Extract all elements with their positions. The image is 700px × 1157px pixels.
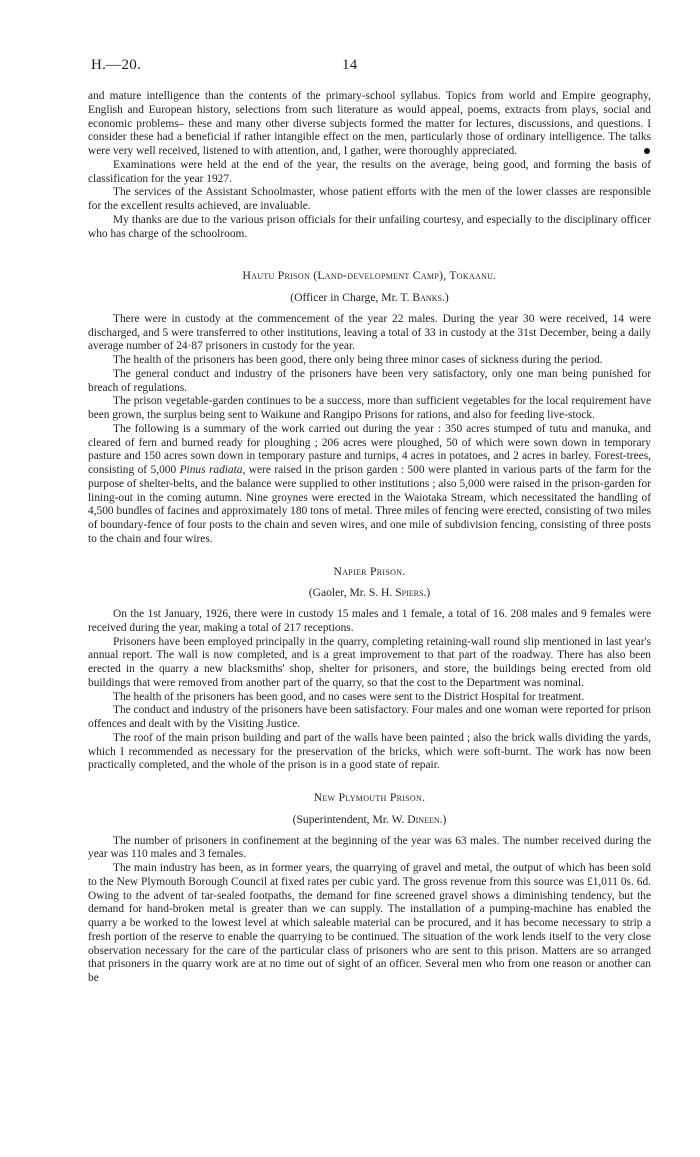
body-text	[88, 90, 651, 986]
hautu-paragraph-1: There were in custody at the commencement of the year 22 males. During the year 30 were received, 14 were discharged, and 5 were transferred to other institutions, leaving a total of 33 in custody at the 31st December, being a daily average number of 24·87 prisoners in custody for the year.	[88, 312, 651, 353]
hautu-paragraph-4: The prison vegetable-garden continues to be a success, more than sufficient vegetables for the local requirement have been grown, the surplus being sent to Waikune and Rangipo Prisons for rations, and also for feeding live-stock.	[88, 395, 651, 421]
napier-officer: (Gaoler, Mr. S. H. Spiers.)	[308, 586, 431, 600]
napier-paragraph-4: The conduct and industry of the prisoners have been satisfactory. Four males and one woman were reported for prison offences and dealt with by the Visiting Justice.	[88, 704, 651, 730]
report-code: H.—20.	[91, 57, 142, 73]
intro-paragraph-3: The services of the Assistant Schoolmaster, whose patient efforts with the men of the lower classes are responsible for the excellent results achieved, are invaluable.	[88, 186, 651, 212]
new-plymouth-heading: New Plymouth Prison.	[313, 791, 426, 804]
new-plymouth-officer: (Superintendent, Mr. W. Dineen.)	[292, 812, 447, 826]
hautu-heading: Hautu Prison (Land-development Camp), Tokaanu.	[242, 269, 497, 283]
new-plymouth-paragraph-1: The number of prisoners in confinement at the beginning of the year was 63 males. The number received during the year was 110 males and 3 females.	[88, 834, 651, 861]
napier-paragraph-2: Prisoners have been employed principally in the quarry, completing retaining-wall round slip mentioned in last year's annual report. The wall is now completed, and is a great improvement to that part of the roadway. There has also been erected in the quarry a new blacksmiths' shop, shelter for prisoners, and store, the buildings being erected from old buildings that were removed from another part of the quarry, so that the cost to the Department was nominal.	[88, 635, 651, 689]
napier-paragraph-3: The health of the prisoners has been good, and no cases were sent to the District Hospital for treatment.	[113, 690, 585, 703]
intro-paragraph-1: and mature intelligence than the contents of the primary-school syllabus. Topics from world and Empire geography, English and European history, selections from such literature as would appeal, poems, extracts from plays, social and economic problems– these and many other diverse subjects formed the matter for lectures, discussions, and questions. I consider these had a beneficial if rather intangible effect on the men, particularly those of ordinary intelligence. The talks were very well received, listened to with attention, and, I gather, were thoroughly appreciated.	[88, 90, 651, 157]
hautu-paragraph-2: The health of the prisoners has been good, there only being three minor cases of sickness during the period.	[113, 354, 603, 366]
hautu-paragraph-5: The following is a summary of the work carried out during the year : 350 acres stumped of tutu and manuka, and cleared of fern and burned ready for ploughing ; 206 acres were ploughed, 50 of which were sown down in temporary pasture and 150 acres sown down in temporary pasture and turnips, 4 acres in potatoes, and 2 acres in barley. Forest-trees, consisting of 5,000 Pinus radiata, were raised in the prison garden : 500 were planted in various parts of the farm for the purpose of shelter-belts, and the balance were supplied to other institutions ; also 5,000 were raised in the prison-garden for lining-out in the coming autumn. Nine groynes were erected in the Waiotaka Stream, which necessitated the handling of 4,500 bundles of facines and approximately 180 tons of metal. Three miles of fencing were erected, consisting of two miles of boundary-fence of four posts to the chain and seven wires, and one mile of subdivision fencing, consisting of three posts to the chain and four wires.	[88, 422, 652, 545]
napier-paragraph-1: On the 1st January, 1926, there were in custody 15 males and 1 female, a total of 16. 208 males and 9 females were received during the year, making a total of 217 receptions.	[88, 608, 651, 634]
new-plymouth-paragraph-2: The main industry has been, as in former years, the quarrying of gravel and metal, the output of which has been sold to the New Plymouth Borough Council at fixed rates per cubic yard. The gross revenue from this source was £1,011 0s. 6d. Owing to the advent of tar-sealed footpaths, the demand for fine screened gravel shows a diminishing tendency, but the demand for hand-broken metal is greater than we can supply. The installation of a pumping-machine has enabled the quarry a be worked to the lowest level at which saleable material can be procured, and it has become necessary to strip a fresh portion of the reserve to enable the quarrying to be continued. The situation of the work lends itself to the very close observation necessary for the care of the particular class of prisoners who are sent to this prison. Matters are so arranged that prisoners in the quarry work are at no time out of sight of an officer. Several men who from one reason or another can be	[88, 862, 651, 984]
hautu-paragraph-3: The general conduct and industry of the prisoners have been very satisfactory, only one man being punished for breach of regulations.	[88, 367, 651, 394]
hautu-officer: (Officer in Charge, Mr. T. Banks.)	[290, 291, 449, 304]
intro-paragraph-4: My thanks are due to the various prison officials for their unfailing courtesy, and especially to the disciplinary officer who has charge of the schoolroom.	[88, 213, 651, 240]
page-number: 14	[342, 57, 358, 73]
napier-paragraph-5: The roof of the main prison building and part of the walls have been painted ; also the brick walls dividing the yards, which I recommended as necessary for the preservation of the bricks, which were soft-burnt. The work has now been practically completed, and the whole of the prison is in a good state of repair.	[88, 731, 651, 772]
napier-heading: Napier Prison.	[333, 564, 406, 578]
intro-paragraph-2: Examinations were held at the end of the year, the results on the average, being good, and forming the basis of classification for the year 1927.	[88, 158, 651, 185]
